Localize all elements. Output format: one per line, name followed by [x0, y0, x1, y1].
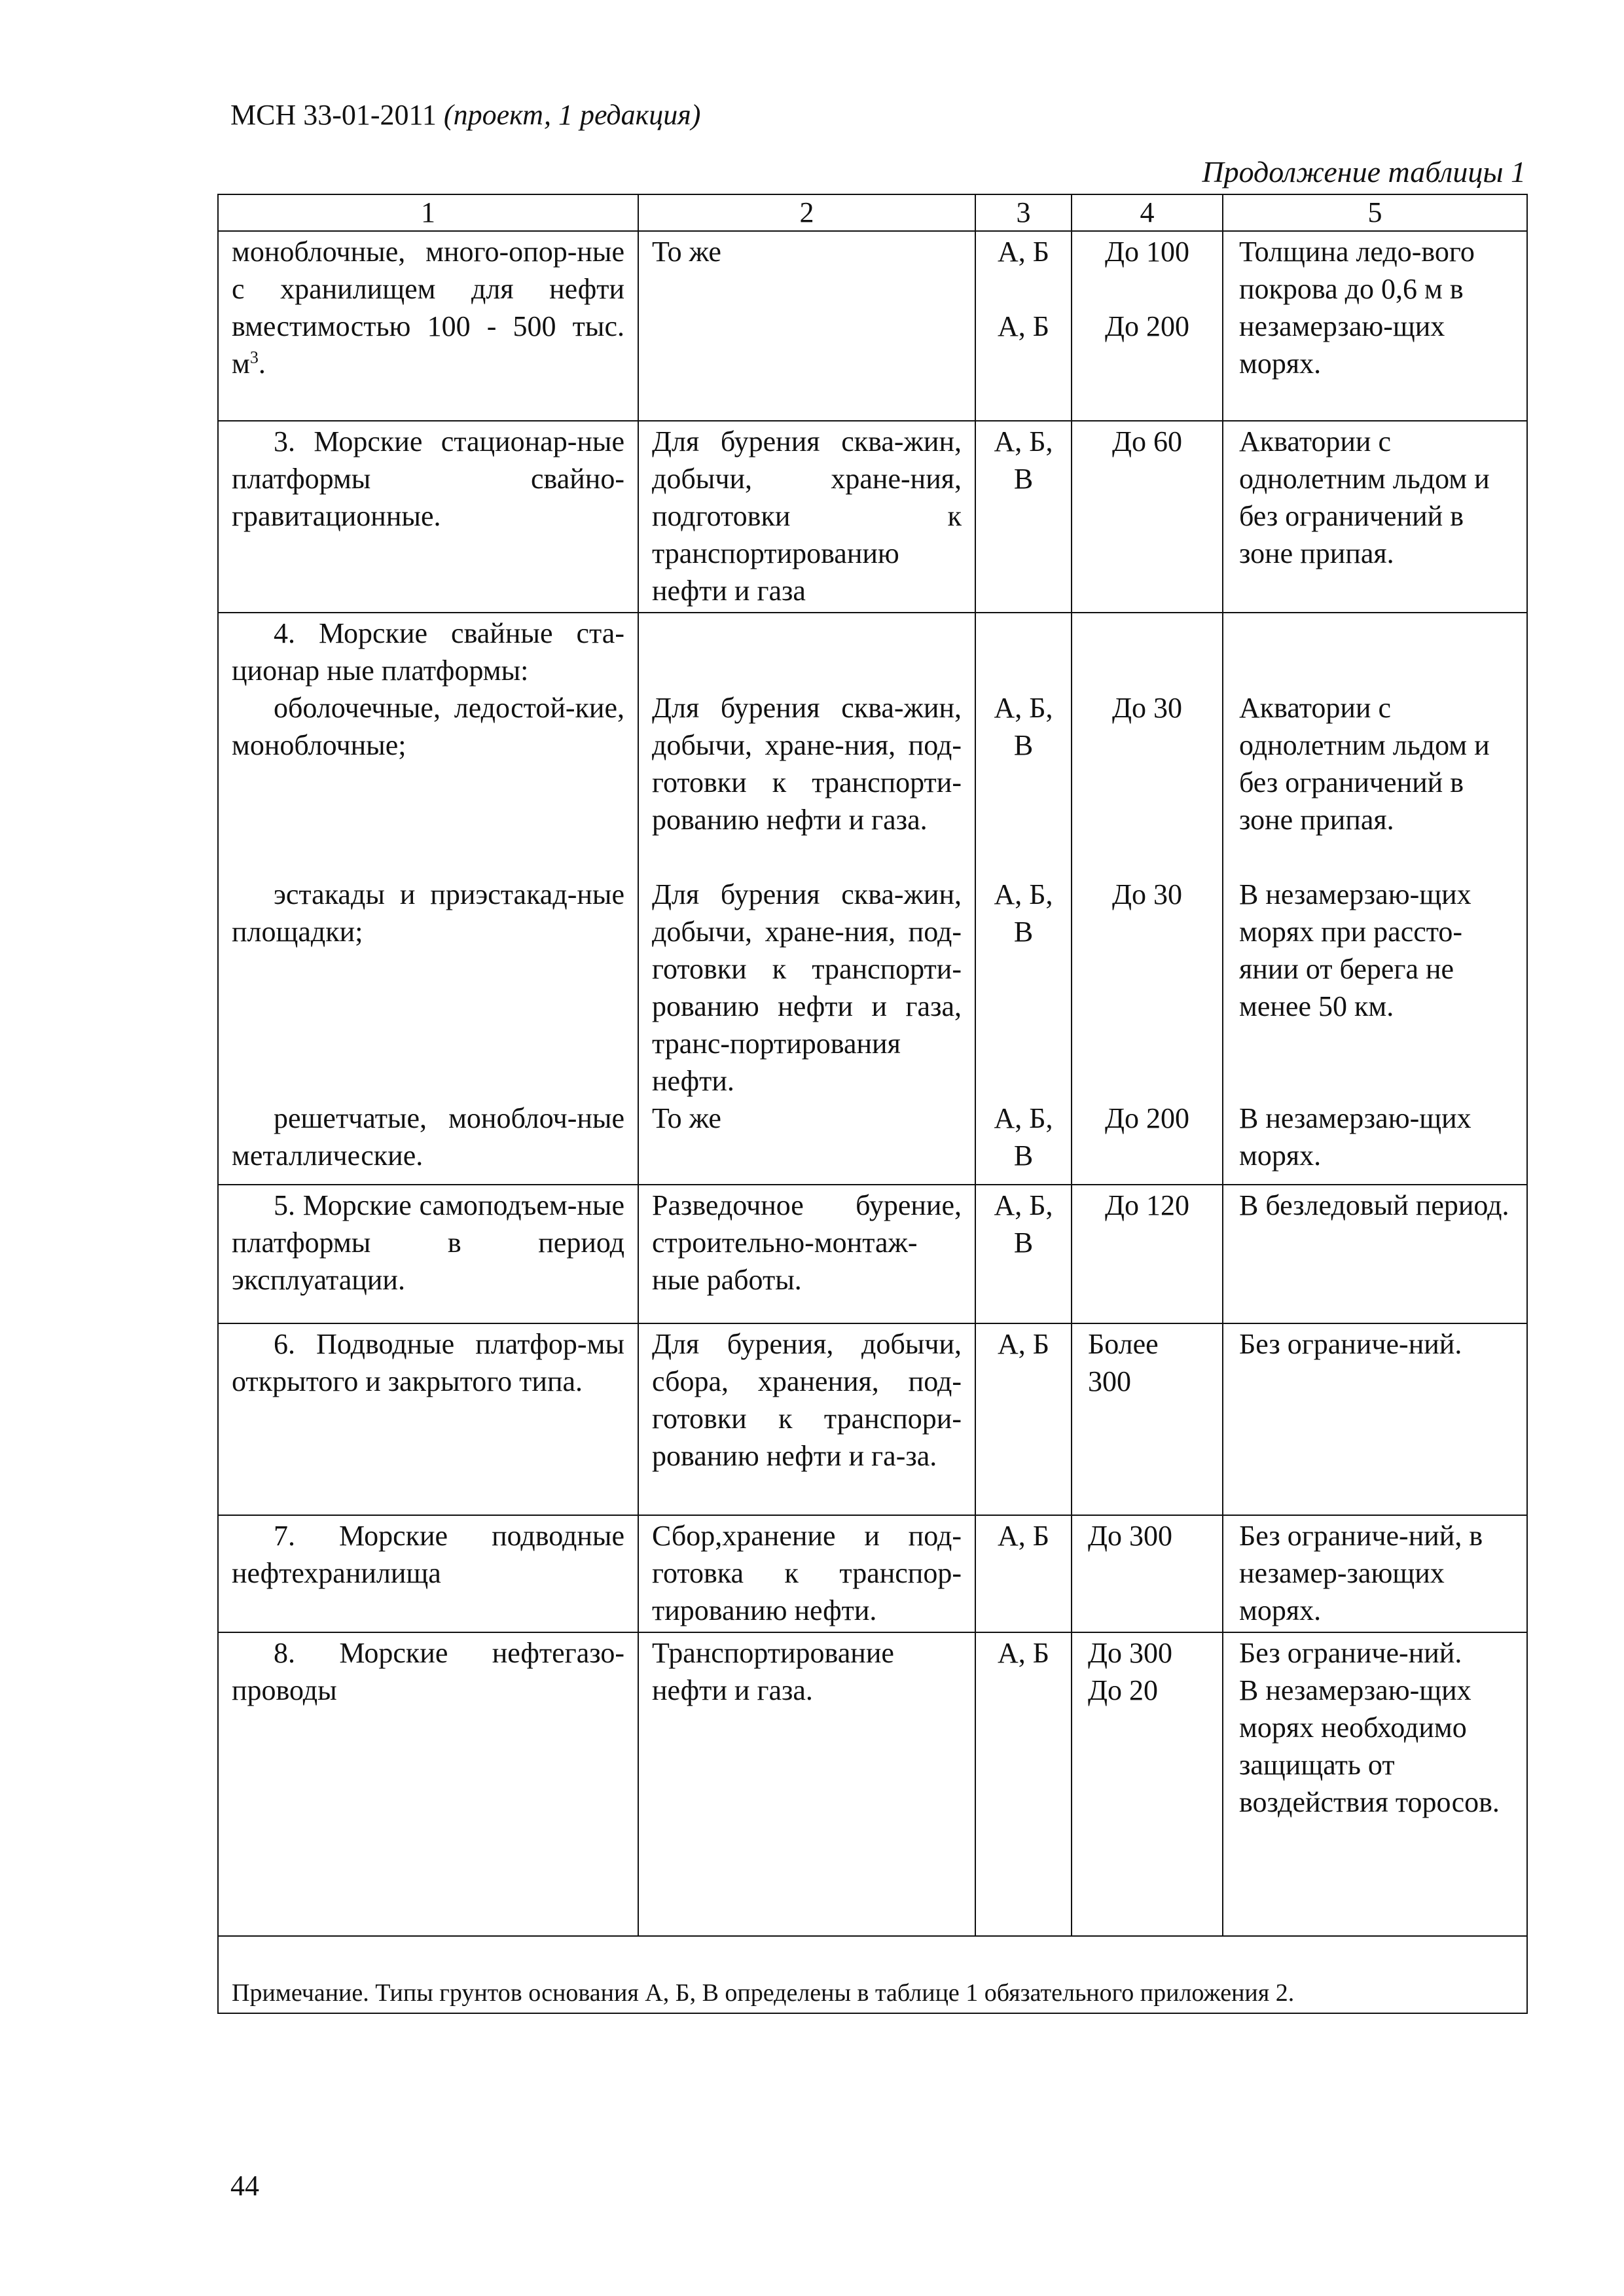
column-header: 3	[975, 194, 1072, 231]
conditions-cell: Без ограниче-ний. В незамерзаю-щих морях необходимо защищать от воздействия торосов.	[1223, 1632, 1527, 1936]
section-title: 4. Морские свайные ста-ционар ные платформы:	[232, 617, 624, 687]
depth-cell: До 300	[1072, 1515, 1223, 1632]
conditions-cell: Акватории с однолетним льдом и без ограничений в зоне припая. В незамерзаю-щих морях при расcто- янии от берега не менее 50 км. В незамерзаю-щих морях.	[1223, 613, 1527, 1185]
depth-cell: До 60	[1072, 421, 1223, 613]
soil-type-cell: А, Б, В А, Б, В А, Б, В	[975, 613, 1072, 1185]
subtype: оболочечные, ледостой-кие, моноблочные;	[232, 692, 624, 761]
table-container	[217, 194, 1526, 2014]
conditions-cell: Без ограниче-ний, в незамер-зающих морях.	[1223, 1515, 1527, 1632]
purpose-cell: Для бурения сква-жин, добычи, хране-ния, под- готовки к транспорти- рованию нефти и газа. Для бурения сква-жин, добычи, хране-ния, под- готовки к транспорти- рованию нефти и газа, транс-портирования нефти. То же	[638, 613, 975, 1185]
soil-type-cell: А, Б	[975, 1515, 1072, 1632]
structure-cell: моноблочные, много-опор-ные с хранилищем для нефти вместимостью 100 - 500 тыс. $м^3$.	[218, 231, 638, 421]
column-header: 2	[638, 194, 975, 231]
structure-cell: 7. Морские подводные нефтехранилища	[218, 1515, 638, 1632]
column-header: 4	[1072, 194, 1223, 231]
conditions-cell: Акватории с однолетним льдом и без ограничений в зоне припая.	[1223, 421, 1527, 613]
subtype: эстакады и приэстакад-ные площадки;	[232, 878, 624, 948]
structure-cell: 6. Подводные платфор-мы открытого и закрытого типа.	[218, 1323, 638, 1515]
depth-cell: Более 300	[1072, 1323, 1223, 1515]
structure-cell	[218, 613, 638, 1185]
superscript: 3	[249, 348, 259, 367]
header-row	[218, 194, 1527, 231]
purpose-cell: Разведочное бурение, строительно-монтаж-ные работы.	[638, 1185, 975, 1323]
conditions-cell: Без ограниче-ний.	[1223, 1323, 1527, 1515]
conditions-cell: В безледовый период.	[1223, 1185, 1527, 1323]
depth-cell: До 30 До 30 До 200	[1072, 613, 1223, 1185]
doc-code: МСН 33-01-2011	[230, 99, 437, 131]
table-row	[218, 1632, 1527, 1936]
page-header	[230, 98, 700, 132]
table-row	[218, 1515, 1527, 1632]
soil-type-cell: А, Б	[975, 1323, 1072, 1515]
doc-edition: (проект, 1 редакция)	[443, 99, 701, 131]
depth-cell: До 100 До 200	[1072, 231, 1223, 421]
note-row	[218, 1936, 1527, 2013]
table-row	[218, 1185, 1527, 1323]
table-continuation-label: Продолжение таблицы 1	[1202, 155, 1526, 188]
table-row	[218, 231, 1527, 421]
soil-type-cell: А, Б, В	[975, 1185, 1072, 1323]
depth-cell: До 120	[1072, 1185, 1223, 1323]
soil-type-cell: А, Б, В	[975, 421, 1072, 613]
conditions-cell: Толщина ледо-вого покрова до 0,6 м в незамерзаю-щих морях.	[1223, 231, 1527, 421]
structure-cell: 8. Морские нефтегазо-проводы	[218, 1632, 638, 1936]
table-row	[218, 1323, 1527, 1515]
purpose-cell: Для бурения сква-жин, добычи, хране-ния, подготовки к транспортированию нефти и газа	[638, 421, 975, 613]
purpose-cell: Транспортирование нефти и газа.	[638, 1632, 975, 1936]
purpose-cell: То же	[638, 231, 975, 421]
column-header: 5	[1223, 194, 1527, 231]
depth-cell: До 300 До 20	[1072, 1632, 1223, 1936]
structure-cell: 5. Морские самоподъем-ные платформы в период эксплуатации.	[218, 1185, 638, 1323]
purpose-cell: Для бурения, добычи, сбора, хранения, под-готовки к транспори-рованию нефти и га-за.	[638, 1323, 975, 1515]
page-number: 44	[230, 2170, 259, 2202]
soil-type-cell: А, Б А, Б	[975, 231, 1072, 421]
soil-type-cell: А, Б	[975, 1632, 1072, 1936]
table-note: Примечание. Типы грунтов основания А, Б, В определены в таблице 1 обязательного приложения 2.	[218, 1936, 1527, 2013]
table-row	[218, 421, 1527, 613]
table-row	[218, 613, 1527, 1185]
column-header: 1	[218, 194, 638, 231]
subtype: решетчатые, моноблоч-ные металлические.	[232, 1102, 624, 1172]
purpose-cell: Сбор,хранение и под-готовка к транспор-тированию нефти.	[638, 1515, 975, 1632]
structure-cell: 3. Морские стационар-ные платформы свайно-гравитационные.	[218, 421, 638, 613]
requirements-table	[217, 194, 1528, 2014]
